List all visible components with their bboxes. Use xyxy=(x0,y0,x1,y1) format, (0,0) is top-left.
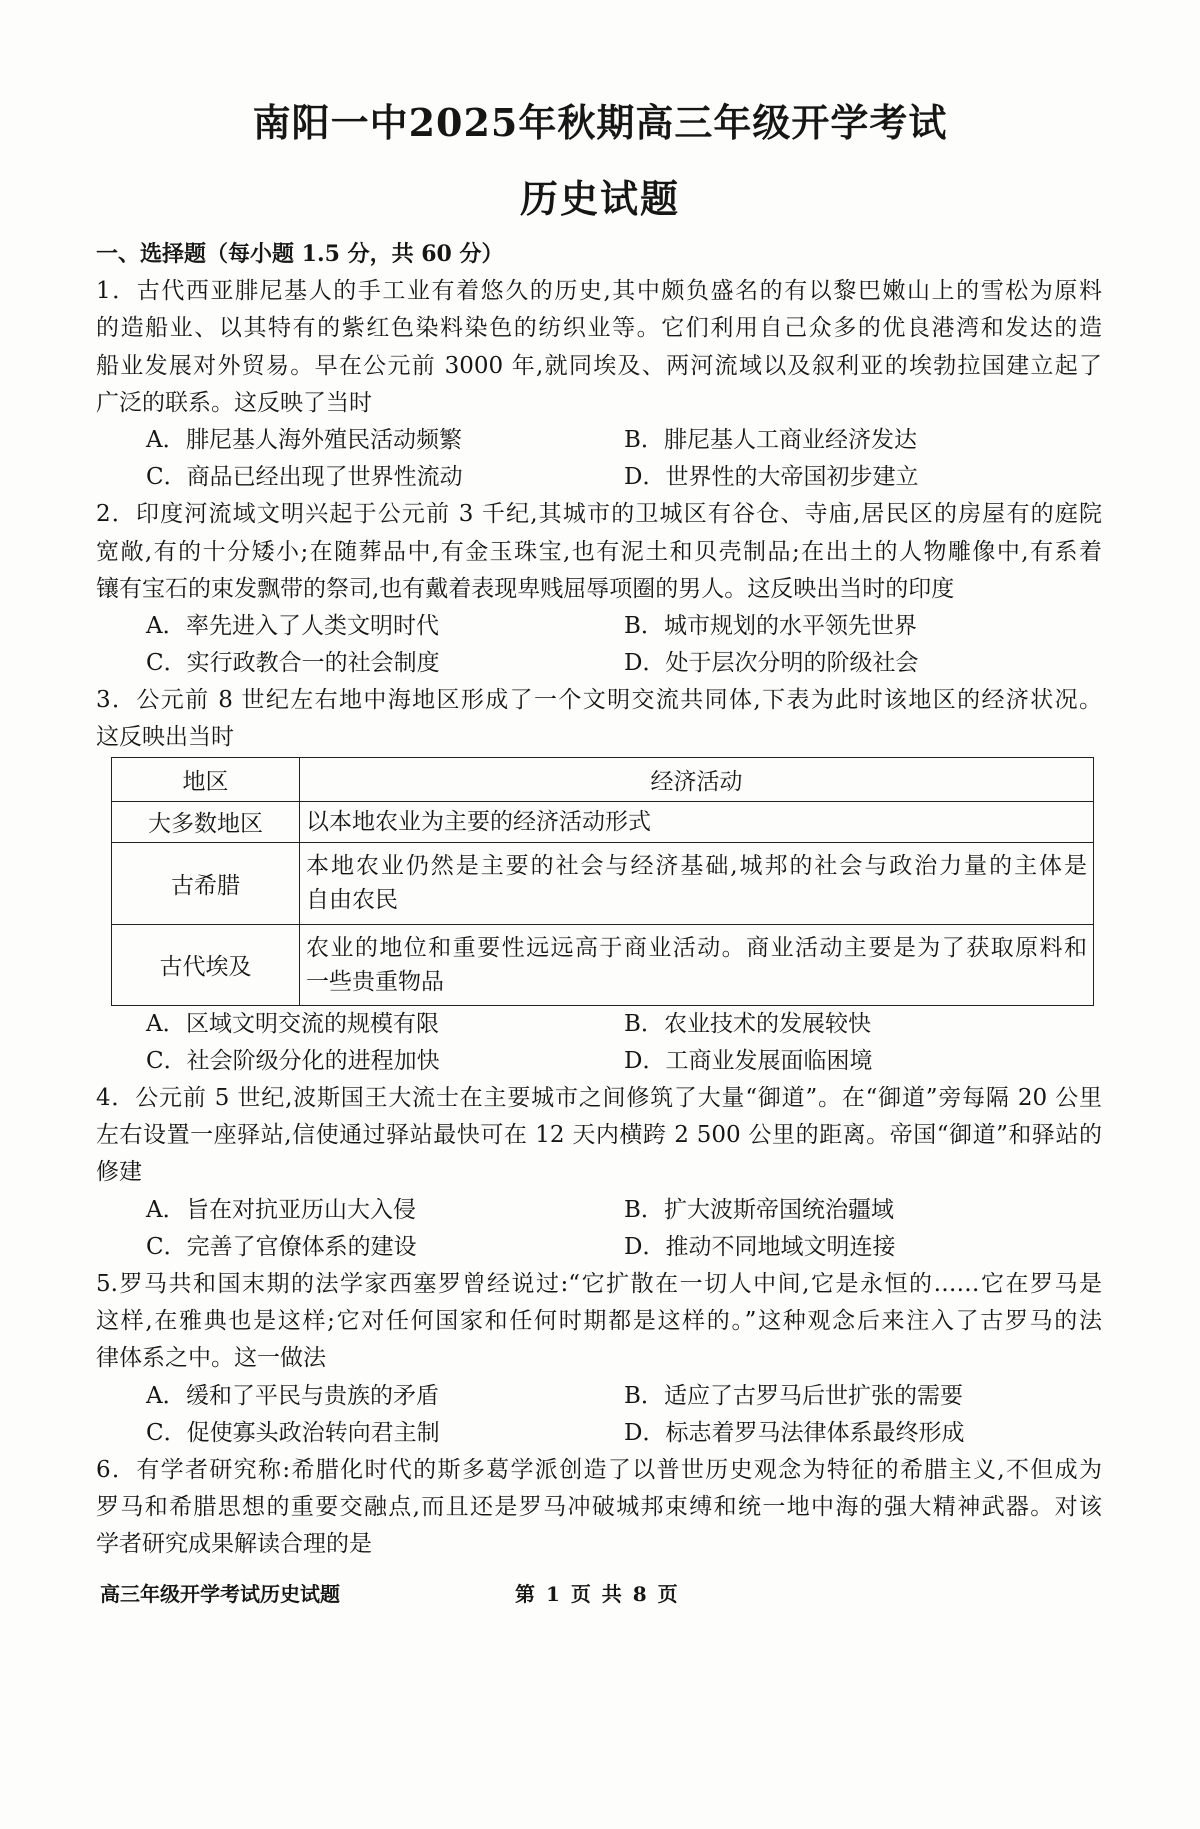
option-label: B． xyxy=(624,426,664,453)
option-text: 工商业发展面临困境 xyxy=(665,1047,873,1074)
option-label: D． xyxy=(624,1233,666,1260)
table-cell-activity xyxy=(300,842,1094,924)
option-a xyxy=(146,1378,624,1415)
question-section xyxy=(96,236,1102,1563)
question-text-line: 律体系之中。这一做法 xyxy=(96,1345,326,1372)
exam-title: 南阳一中2025年秋期高三年级开学考试 xyxy=(252,100,948,145)
question-4 xyxy=(96,1080,1102,1266)
option-d xyxy=(624,1043,1102,1080)
option-text: 扩大波斯帝国统治疆域 xyxy=(664,1196,894,1223)
table-row xyxy=(112,801,1094,842)
option-d xyxy=(624,645,1102,682)
option-label: B． xyxy=(624,1010,664,1037)
option-text: 社会阶级分化的进程加快 xyxy=(186,1047,440,1074)
option-text: 标志着罗马法律体系最终形成 xyxy=(665,1419,965,1446)
option-b xyxy=(624,608,1102,645)
option-row xyxy=(96,1229,1102,1266)
question-text-line: 罗马和希腊思想的重要交融点,而且还是罗马冲破城邦束缚和统一地中海的强大精神武器。对该 xyxy=(96,1494,1102,1521)
table-header-row xyxy=(112,757,1094,801)
question-text-line: 左右设置一座驿站,信使通过驿站最快可在 12 天内横跨 2 500 公里的距离。帝国“御道”和驿站的 xyxy=(96,1122,1102,1149)
table-cell-line: 农业的地位和重要性远远高于商业活动。商业活动主要是为了获取原料和 xyxy=(306,934,1087,961)
table-cell-line: 自由农民 xyxy=(306,887,398,914)
option-row xyxy=(96,1192,1102,1229)
option-label: C． xyxy=(146,650,187,677)
option-label: D． xyxy=(624,1419,666,1446)
table-row xyxy=(112,842,1094,924)
option-label: D． xyxy=(624,1047,666,1074)
option-c xyxy=(146,1415,624,1452)
table-cell-region: 古代埃及 xyxy=(112,924,300,1005)
option-a xyxy=(146,608,624,645)
question-text-line: 船业发展对外贸易。早在公元前 3000 年,就同埃及、两河流域以及叙利亚的埃勃拉国建立起了 xyxy=(96,352,1102,379)
option-text: 腓尼基人海外殖民活动频繁 xyxy=(186,426,462,453)
option-text: 推动不同地域文明连接 xyxy=(665,1233,896,1260)
option-label: C． xyxy=(146,464,187,491)
table-cell-region: 古希腊 xyxy=(112,842,300,924)
option-text: 适应了古罗马后世扩张的需要 xyxy=(664,1382,963,1409)
question-3 xyxy=(96,682,1102,1080)
option-c xyxy=(146,645,624,682)
question-text-line: 的造船业、以其特有的紫红色染料染色的纺织业等。它们利用自己众多的优良港湾和发达的造 xyxy=(96,315,1102,342)
option-label: A． xyxy=(146,426,186,453)
option-label: B． xyxy=(624,1382,664,1409)
option-text: 腓尼基人工商业经济发达 xyxy=(664,426,917,453)
economy-table xyxy=(111,757,1094,1006)
option-label: B． xyxy=(624,1196,664,1223)
option-text: 城市规划的水平领先世界 xyxy=(664,612,917,639)
option-text: 世界性的大帝国初步建立 xyxy=(665,464,919,491)
option-row xyxy=(96,1378,1102,1415)
question-6 xyxy=(96,1452,1102,1564)
question-text-line: 学者研究成果解读合理的是 xyxy=(96,1531,372,1558)
option-a xyxy=(146,1006,624,1043)
option-row xyxy=(96,422,1102,459)
option-a xyxy=(146,1192,624,1229)
table-cell-line: 本地农业仍然是主要的社会与经济基础,城邦的社会与政治力量的主体是 xyxy=(306,853,1087,880)
option-text: 旨在对抗亚历山大入侵 xyxy=(186,1196,416,1223)
table-cell-line: 一些贵重物品 xyxy=(306,968,444,995)
option-text: 完善了官僚体系的建设 xyxy=(186,1233,417,1260)
option-label: C． xyxy=(146,1047,187,1074)
option-label: A． xyxy=(146,1196,186,1223)
option-b xyxy=(624,1006,1102,1043)
option-text: 率先进入了人类文明时代 xyxy=(186,612,439,639)
exam-subject: 历史试题 xyxy=(519,176,680,221)
option-label: D． xyxy=(624,464,666,491)
footer-exam-name: 高三年级开学考试历史试题 xyxy=(100,1582,340,1606)
table-header-activity: 经济活动 xyxy=(300,757,1094,801)
option-row xyxy=(96,1043,1102,1080)
question-text-line: 1．古代西亚腓尼基人的手工业有着悠久的历史,其中颇负盛名的有以黎巴嫩山上的雪松为原料 xyxy=(96,278,1102,305)
option-row xyxy=(96,459,1102,496)
table-cell-region: 大多数地区 xyxy=(112,801,300,842)
option-text: 区域文明交流的规模有限 xyxy=(186,1010,439,1037)
table-cell-line: 以本地农业为主要的经济活动形式 xyxy=(306,808,651,835)
option-text: 促使寡头政治转向君主制 xyxy=(186,1419,440,1446)
question-text-line: 4．公元前 5 世纪,波斯国王大流士在主要城市之间修筑了大量“御道”。在“御道”旁每隔 20 公里 xyxy=(96,1085,1102,1111)
question-1 xyxy=(96,273,1102,496)
table-header-region: 地区 xyxy=(112,757,300,801)
option-text: 商品已经出现了世界性流动 xyxy=(186,464,463,491)
option-label: A． xyxy=(146,1382,186,1409)
option-text: 处于层次分明的阶级社会 xyxy=(665,650,919,677)
question-text-line: 修建 xyxy=(96,1159,142,1186)
question-text-line: 3．公元前 8 世纪左右地中海地区形成了一个文明交流共同体,下表为此时该地区的经济状况。 xyxy=(96,687,1102,714)
option-c xyxy=(146,1043,624,1080)
section-heading: 一、选择题（每小题 1.5 分，共 60 分） xyxy=(96,241,504,267)
question-2 xyxy=(96,496,1102,682)
option-label: A． xyxy=(146,1010,186,1037)
question-text-line: 广泛的联系。这反映了当时 xyxy=(96,389,372,416)
option-d xyxy=(624,1229,1102,1266)
question-text-line: 2．印度河流域文明兴起于公元前 3 千纪,其城市的卫城区有谷仓、寺庙,居民区的房屋有的庭院 xyxy=(96,501,1102,528)
option-label: A． xyxy=(146,612,186,639)
question-text-line: 镶有宝石的束发飘带的祭司,也有戴着表现卑贱屈辱项圈的男人。这反映出当时的印度 xyxy=(96,575,955,602)
option-label: B． xyxy=(624,612,664,639)
option-row xyxy=(96,1415,1102,1452)
question-text-line: 这样,在雅典也是这样;它对任何国家和任何时期都是这样的。”这种观念后来注入了古罗马的法 xyxy=(96,1308,1102,1335)
option-label: D． xyxy=(624,650,666,677)
question-text-line: 宽敞,有的十分矮小;在随葬品中,有金玉珠宝,也有泥土和贝壳制品;在出土的人物雕像中,有系着 xyxy=(96,538,1102,565)
option-row xyxy=(96,645,1102,682)
option-d xyxy=(624,1415,1102,1452)
table-cell-activity xyxy=(300,924,1094,1005)
question-text-line: 这反映出当时 xyxy=(96,724,234,751)
option-b xyxy=(624,1378,1102,1415)
table-cell-activity xyxy=(300,801,1094,842)
option-c xyxy=(146,1229,624,1266)
option-b xyxy=(624,422,1102,459)
question-text-line: 5.罗马共和国末期的法学家西塞罗曾经说过:“它扩散在一切人中间,它是永恒的……它在罗马是 xyxy=(96,1270,1102,1297)
option-label: C． xyxy=(146,1419,187,1446)
option-text: 农业技术的发展较快 xyxy=(664,1010,871,1037)
option-row xyxy=(96,608,1102,645)
option-c xyxy=(146,459,624,496)
option-text: 实行政教合一的社会制度 xyxy=(186,650,440,677)
option-b xyxy=(624,1192,1102,1229)
option-row xyxy=(96,1006,1102,1043)
option-d xyxy=(624,459,1102,496)
footer-page-number: 第 1 页 共 8 页 xyxy=(515,1582,680,1606)
question-text-line: 6．有学者研究称:希腊化时代的斯多葛学派创造了以普世历史观念为特征的希腊主义,不但成为 xyxy=(96,1456,1102,1483)
option-text: 缓和了平民与贵族的矛盾 xyxy=(186,1382,439,1409)
question-5 xyxy=(96,1266,1102,1452)
option-a xyxy=(146,422,624,459)
option-label: C． xyxy=(146,1233,187,1260)
table-row xyxy=(112,924,1094,1005)
